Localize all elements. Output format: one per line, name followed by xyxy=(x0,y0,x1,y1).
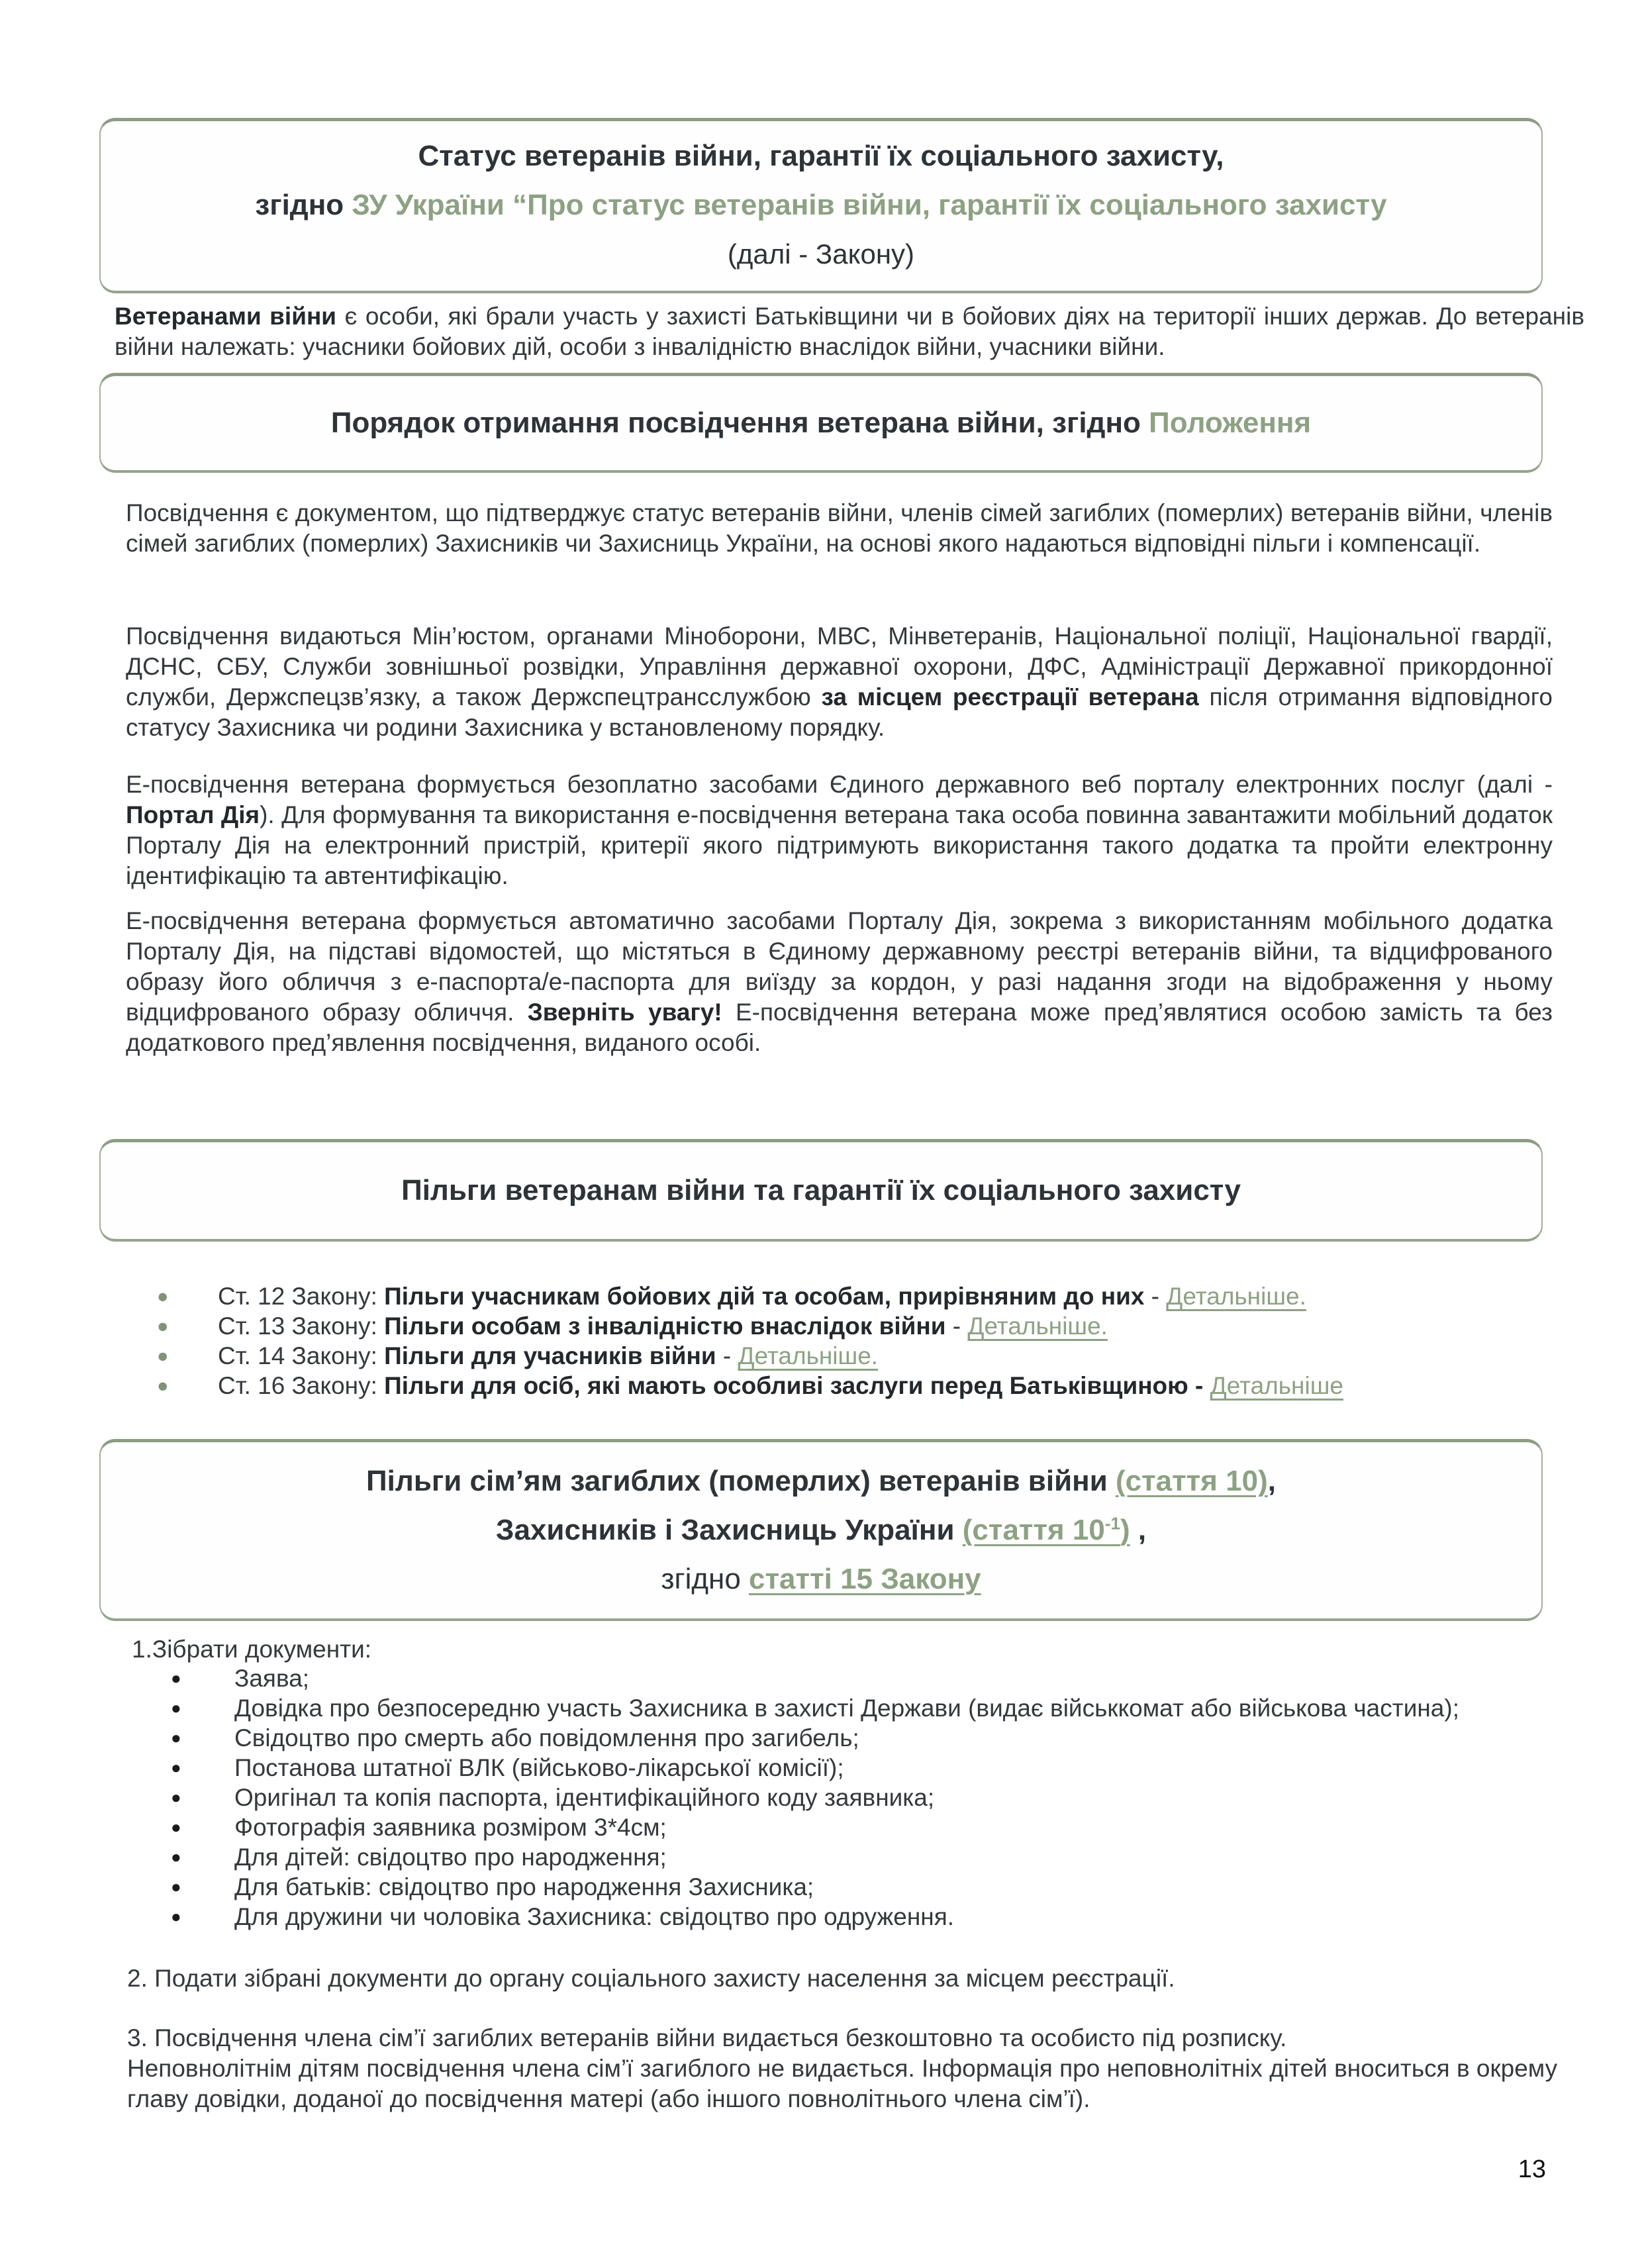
benefit-item-st16: ● Ст. 16 Закону: Пільги для осіб, які мають особливі заслуги перед Батьківщиною - Детальніше xyxy=(157,1371,1554,1401)
family-benefits-line2: Захисників і Захисниць України (стаття $10^{-1}$) , xyxy=(495,1513,1147,1546)
page-title-line3: (далі - Закону) xyxy=(727,238,915,270)
paragraph-certificate-definition: Посвідчення є документом, що підтверджує статус ветеранів війни, членів сімей загиблих (померлих) ветеранів війни, членів сімей загиблих (померлих) Захисників чи Захисниць України, на основі якого надаються відповідні пільги і компенсації. xyxy=(126,499,1553,557)
family-benefits-line1: Пільги сім’ям загиблих (померлих) ветеранів війни (стаття 10), xyxy=(366,1465,1276,1497)
docs-heading: 1.Зібрати документи: xyxy=(132,1636,372,1663)
doc-item-dity: ● Для дітей: свідоцтво про народження; xyxy=(171,1842,1555,1872)
doc-item-pasport: ● Оригінал та копія паспорта, ідентифікаційного коду заявника; xyxy=(171,1783,1555,1812)
detalnishe-link-st12[interactable]: Детальніше. xyxy=(1166,1283,1306,1310)
law-reference-text: ЗУ України “Про статус ветеранів війни, гарантії їх соціального захисту xyxy=(352,189,1387,221)
benefit-item-st13: ● Ст. 13 Закону: Пільги особам з інвалідністю внаслідок війни - Детальніше. xyxy=(157,1311,1554,1341)
page-title-line2: згідно ЗУ України “Про статус ветеранів війни, гарантії їх соціального захисту xyxy=(255,189,1387,221)
step-3: 3. Посвідчення члена сім’ї загиблих ветеранів війни видається безкоштовно та особисто під розписку. Неповнолітнім дітям посвідчення члена сім’ї загиблого не видається. Інформація про неповнолітніх дітей вноситься в окрему главу довідки, доданої до посвідчення матері (або іншого повнолітнього члена сім’ї). xyxy=(127,2024,1558,2112)
paragraph-ecertificate-auto: Е-посвідчення ветерана формується автоматично засобами Порталу Дія, зокрема з використанням мобільного додатка Порталу Дія, на підставі відомостей, що містяться в Єдиному державному реєстрі ветеранів війни, та відцифрованого образу його обличчя з е-паспорта/е-паспорта для виїзду за кордон, у разі надання згоди на відображення у ньому відцифрованого образу обличчя. Зверніть увагу! Е-посвідчення ветерана може пред’являтися особою замість та без додаткового пред’явлення посвідчення, виданого особі. xyxy=(126,907,1553,1056)
polozhennia-link[interactable]: Положення xyxy=(1149,407,1312,439)
detalnishe-link-st14[interactable]: Детальніше. xyxy=(738,1342,879,1369)
title-box xyxy=(99,118,1543,293)
documents-list xyxy=(171,1663,1555,1932)
paragraph-ecertificate-creation: Е-посвідчення ветерана формується безоплатно засобами Єдиного державного веб порталу електронних послуг (далі - Портал Дія). Для формування та використання е-посвідчення ветерана така особа повинна завантажити мобільний додаток Порталу Дія на електронний пристрій, критерії якого підтримують використання такого додатка та пройти електронну ідентифікацію та автентифікацію. xyxy=(126,771,1553,889)
stattia-15-link[interactable]: статті 15 Закону xyxy=(749,1563,981,1595)
benefits-list xyxy=(157,1281,1554,1401)
benefit-item-st14: ● Ст. 14 Закону: Пільги для учасників війни - Детальніше. xyxy=(157,1341,1554,1371)
page-title-line1: Статус ветеранів війни, гарантії їх соціального захисту, xyxy=(418,140,1224,172)
section-order-box xyxy=(99,373,1543,473)
intro-paragraph: Ветеранами війни є особи, які брали участь у захисті Батьківщини чи в бойових діях на території інших держав. До ветеранів війни належать: учасники бойових дій, особи з інвалідністю внаслідок війни, учасники війни. xyxy=(115,303,1584,360)
detalnishe-link-st13[interactable]: Детальніше. xyxy=(967,1312,1108,1340)
detalnishe-link-st16[interactable]: Детальніше xyxy=(1210,1372,1343,1399)
section-benefits-box xyxy=(99,1139,1543,1242)
doc-item-druzhyna: ● Для дружини чи чоловіка Захисника: свідоцтво про одруження. xyxy=(171,1902,1555,1932)
benefit-item-st12: ● Ст. 12 Закону: Пільги учасникам бойових дій та особам, прирівняним до них - Детальніше. xyxy=(157,1281,1554,1311)
section-family-benefits-box xyxy=(99,1439,1543,1621)
section-order-title: Порядок отримання посвідчення ветерана війни, згідно Положення xyxy=(330,407,1312,439)
step-2: 2. Подати зібрані документи до органу соціального захисту населення за місцем реєстрації. xyxy=(127,1965,1175,1992)
page-number: 13 xyxy=(1518,2155,1546,2183)
section-benefits-title: Пільги ветеранам війни та гарантії їх соціального захисту xyxy=(401,1174,1241,1207)
doc-item-foto: ● Фотографія заявника розміром 3*4см; xyxy=(171,1812,1555,1842)
family-benefits-line3: згідно статті 15 Закону xyxy=(661,1563,981,1595)
paragraph-certificate-issuers: Посвідчення видаються Мін’юстом, органами Міноборони, МВС, Мінветеранів, Національної поліції, Національної гвардії, ДСНС, СБУ, Служби зовнішньої розвідки, Управління державної охорони, ДФС, Адміністрації Державної прикордонної служби, Держспецзв’язку, а також Держспецтрансслужбою за місцем реєстрації ветерана після отримання відповідного статусу Захисника чи родини Захисника у встановленому порядку. xyxy=(126,622,1553,741)
doc-item-postanova-vlk: ● Постанова штатної ВЛК (військово-лікарської комісії); xyxy=(171,1753,1555,1783)
doc-item-dovidka: ● Довідка про безпосередню участь Захисника в захисті Держави (видає військкомат або військова частина); xyxy=(171,1693,1555,1723)
doc-item-batky: ● Для батьків: свідоцтво про народження Захисника; xyxy=(171,1872,1555,1902)
doc-item-svidotstvo-smert: ● Свідоцтво про смерть або повідомлення про загибель; xyxy=(171,1723,1555,1753)
doc-item-zaiava: ● Заява; xyxy=(171,1663,1555,1693)
stattia-10-link[interactable]: (стаття 10) xyxy=(1115,1465,1268,1497)
stattia-10-1-link[interactable]: (стаття $10^{-1}$) xyxy=(962,1513,1130,1546)
